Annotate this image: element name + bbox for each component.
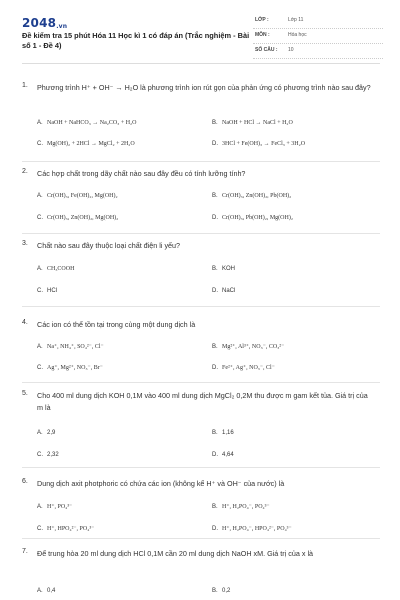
question-text: Các hợp chất trong dãy chất nào sau đây đều có tính lưỡng tính?: [37, 169, 246, 178]
option-c[interactable]: C. HCl: [37, 288, 57, 294]
option-c[interactable]: C. Cr(OH)₃, Zn(OH)₂, Mg(OH)₂: [37, 215, 119, 221]
question-text: Chất nào sau đây thuộc loại chất điện li yếu?: [37, 241, 181, 250]
header-divider: [22, 63, 380, 64]
page-header: [22, 14, 382, 56]
question-divider: [22, 467, 380, 468]
option-b[interactable]: B. Mg²⁺, Al³⁺, NO₃⁻, CO₃²⁻: [212, 344, 285, 350]
question-text: Cho 400 ml dung dịch KOH 0,1M vào 400 ml dung dịch MgCl₂ 0,2M thu được m gam kết tủa. Giá trị của m là: [37, 391, 368, 412]
option-a[interactable]: A. H⁺, PO₄³⁻: [37, 504, 73, 510]
option-b[interactable]: B. KOH: [212, 266, 236, 272]
option-b[interactable]: B. H⁺, H₂PO₄⁻, PO₄³⁻: [212, 504, 270, 510]
question-divider: [22, 161, 380, 162]
document-title: Đề kiểm tra 15 phút Hóa 11 Học kì 1 có đáp án (Trắc nghiệm - Bài số 1 - Đề 4): [22, 31, 250, 50]
option-a[interactable]: A. 0,4: [37, 588, 56, 594]
question-divider: [22, 538, 380, 539]
question-3: 3. Chất nào sau đây thuộc loại chất điện li yếu? A. CH₃COOH B. KOH C. HCl D. NaCl: [22, 240, 380, 300]
question-text: Để trung hòa 20 ml dung dịch HCl 0,1M cần 20 ml dung dịch NaOH xM. Giá trị của x là: [37, 549, 314, 558]
option-c[interactable]: C. Ag⁺, Mg²⁺, NO₃⁻, Br⁻: [37, 365, 103, 371]
question-4: 4. Các ion có thể tồn tại trong cùng một dung dịch là A. Na⁺, NH₄⁺, SO₄²⁻, Cl⁻ B. Mg²⁺, Al³⁺, NO₃⁻, CO₃²⁻ C. Ag⁺, Mg²⁺, NO₃⁻, Br⁻ D. Fe²⁺, Ag⁺, NO₃⁻, Cl⁻: [22, 319, 380, 379]
question-divider: [22, 233, 380, 234]
meta-row-subject: MÔN : Hóa học: [253, 29, 383, 44]
question-2: 2. Các hợp chất trong dãy chất nào sau đây đều có tính lưỡng tính? A. Cr(OH)₃, Fe(OH)₂, Mg(OH)₂ B. Cr(OH)₃, Zn(OH)₂, Pb(OH)₂ C. Cr(OH)₃, Zn(OH)₂, Mg(OH)₂ D. Cr(OH)₃, Pb(OH)₂, Mg(OH)₂: [22, 168, 380, 228]
option-c[interactable]: C. Mg(OH)₂ + 2HCl → MgCl₂ + 2H₂O: [37, 141, 135, 147]
site-logo[interactable]: 2048.vn: [22, 16, 68, 30]
question-text: Phương trình H⁺ + OH⁻ → H₂O là phương trình ion rút gọn của phản ứng có phương trình nào sau đây?: [37, 83, 371, 92]
option-b[interactable]: B. Cr(OH)₃, Zn(OH)₂, Pb(OH)₂: [212, 193, 292, 199]
question-1: 1. Phương trình H⁺ + OH⁻ → H₂O là phương trình ion rút gọn của phản ứng có phương trình nào sau đây? A. NaOH + NaHCO₃ → Na₂CO₃ + H₂O B. NaOH + HCl → NaCl + H₂O C. Mg(OH)₂ + 2HCl → MgCl₂ + 2H₂O D. 3HCl + Fe(OH)₃ → FeCl₃ + 3H₂O: [22, 82, 380, 162]
option-d[interactable]: D. 3HCl + Fe(OH)₃ → FeCl₃ + 3H₂O: [212, 141, 306, 147]
question-divider: [22, 306, 380, 307]
meta-row-count: SỐ CÂU : 10: [253, 44, 383, 59]
option-b[interactable]: B. NaOH + HCl → NaCl + H₂O: [212, 120, 293, 126]
option-d[interactable]: D. Fe²⁺, Ag⁺, NO₃⁻, Cl⁻: [212, 365, 275, 371]
option-c[interactable]: C. H⁺, HPO₄²⁻, PO₄³⁻: [37, 526, 95, 532]
option-d[interactable]: D. 4,64: [212, 452, 234, 458]
option-c[interactable]: C. 2,32: [37, 452, 59, 458]
option-a[interactable]: A. Na⁺, NH₄⁺, SO₄²⁻, Cl⁻: [37, 344, 104, 350]
question-divider: [22, 382, 380, 383]
option-d[interactable]: D. Cr(OH)₃, Pb(OH)₂, Mg(OH)₂: [212, 215, 293, 221]
exam-meta: [253, 14, 383, 59]
question-7: 7. Để trung hòa 20 ml dung dịch HCl 0,1M cần 20 ml dung dịch NaOH xM. Giá trị của x là A. 0,4 B. 0,2: [22, 548, 380, 600]
question-text: Các ion có thể tồn tại trong cùng một dung dịch là: [37, 320, 196, 329]
question-text: Dung dịch axit photphoric có chứa các ion (không kể H⁺ và OH⁻ của nước) là: [37, 479, 285, 488]
option-a[interactable]: A. 2,9: [37, 430, 56, 436]
meta-row-class: LỚP : Lớp 11: [253, 14, 383, 29]
option-d[interactable]: D. NaCl: [212, 288, 236, 294]
option-b[interactable]: B. 0,2: [212, 588, 231, 594]
question-6: 6. Dung dịch axit photphoric có chứa các ion (không kể H⁺ và OH⁻ của nước) là A. H⁺, PO₄³⁻ B. H⁺, H₂PO₄⁻, PO₄³⁻ C. H⁺, HPO₄²⁻, PO₄³⁻ D. H⁺, H₂PO₄⁻, HPO₄²⁻, PO₄³⁻: [22, 478, 380, 538]
option-a[interactable]: A. CH₃COOH: [37, 266, 75, 272]
option-d[interactable]: D. H⁺, H₂PO₄⁻, HPO₄²⁻, PO₄³⁻: [212, 526, 292, 532]
question-5: 5. Cho 400 ml dung dịch KOH 0,1M vào 400 ml dung dịch MgCl₂ 0,2M thu được m gam kết tủa. Giá trị của m là A. 2,9 B. 1,16 C. 2,32 D. 4,64: [22, 390, 380, 465]
option-a[interactable]: A. NaOH + NaHCO₃ → Na₂CO₃ + H₂O: [37, 120, 137, 126]
option-a[interactable]: A. Cr(OH)₃, Fe(OH)₂, Mg(OH)₂: [37, 193, 118, 199]
option-b[interactable]: B. 1,16: [212, 430, 234, 436]
